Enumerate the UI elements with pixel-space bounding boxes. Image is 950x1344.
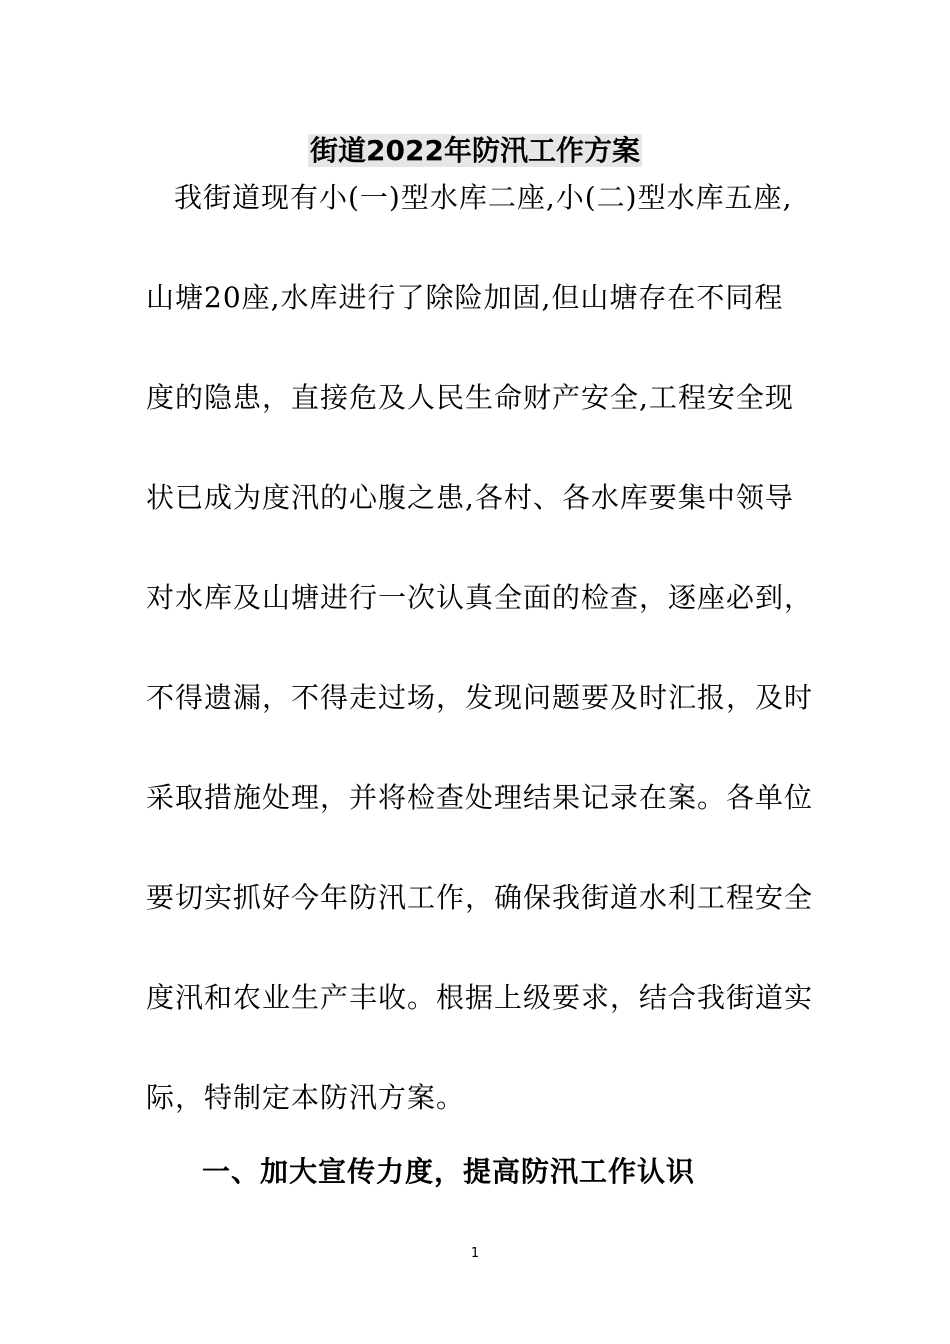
paragraph-line: 度的隐患，直接危及人民生命财产安全,工程安全现 <box>146 381 794 414</box>
paragraph-line: 际，特制定本防汛方案。 <box>146 1081 466 1114</box>
paragraph-line: 对水库及山塘进行一次认真全面的检查，逐座必到， <box>146 581 814 614</box>
paragraph-line: 山塘20座,水库进行了除险加固,但山塘存在不同程 <box>146 281 784 314</box>
section-heading: 一、加大宣传力度，提高防汛工作认识 <box>202 1155 696 1188</box>
paragraph-line: 要切实抓好今年防汛工作，确保我街道水利工程安全 <box>146 881 814 914</box>
paragraph-line: 度汛和农业生产丰收。根据上级要求，结合我街道实 <box>146 981 814 1014</box>
paragraph-line: 不得遗漏，不得走过场，发现问题要及时汇报，及时 <box>146 681 814 714</box>
paragraph-line: 采取措施处理，并将检查处理结果记录在案。各单位 <box>146 781 814 814</box>
paragraph-line: 状已成为度汛的心腹之患,各村、各水库要集中领导 <box>146 481 794 514</box>
paragraph-line: 我街道现有小(一)型水库二座,小(二)型水库五座, <box>174 181 793 214</box>
document-title-text: 街道2022年防汛工作方案 <box>310 134 640 167</box>
page-number: 1 <box>470 1246 480 1261</box>
document-title <box>0 130 950 171</box>
